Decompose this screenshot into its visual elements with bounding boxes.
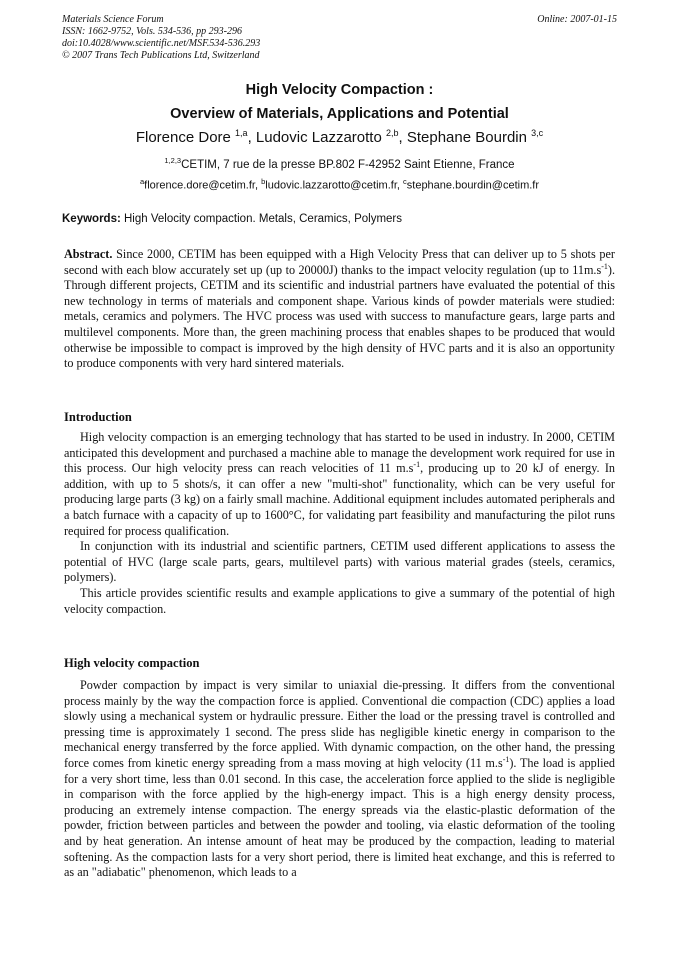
section-heading-high-velocity-compaction: High velocity compaction bbox=[64, 656, 200, 670]
abstract-text: ). Through different projects, CETIM and its scientific and industrial partners have evaluated the potential of this new technology in terms of materials and component shape. Various kinds of powder materials were studied: metals, ceramics and polymers. The HVC process was used with success to manufacture gears, large parts and multilevel components. More than, the green machining process that enables shapes to be produced that would otherwise be impossible to compact is improved by the high density of HVC parts and it is also an opportunity to produce components with very hard sintered materials. bbox=[64, 262, 615, 371]
author-affiliation-mark: 1,a bbox=[235, 128, 248, 138]
email-address: stephane.bourdin@cetim.fr bbox=[406, 179, 540, 192]
abstract-paragraph bbox=[64, 247, 615, 372]
introduction-body bbox=[64, 430, 615, 617]
paragraph-text: ). The load is applied for a very short time, less than 0.01 second. In this case, the acceleration force applied to the slide is negligible in comparison with the force applied by the high-energy impact. This is a high energy density process, producing an extremely intense compaction. The energy spreads via the elastic-plastic deformation of the powder, friction between particles and between the powder and tooling, via elastic deformation of the tooling and by heat generation. An intense amount of heat may be produced by the compaction, leading to material softening. As the compaction lasts for a very short period, there is limited heat exchange, and this is referred to as an "adiabatic" phenomenon, which leads to a bbox=[64, 755, 615, 880]
email-separator: , bbox=[254, 179, 262, 192]
superscript: -1 bbox=[413, 460, 421, 470]
author-affiliation-mark: 2,b bbox=[386, 128, 399, 138]
email-mark: a bbox=[139, 177, 145, 186]
abstract bbox=[64, 247, 615, 372]
paragraph-text: , producing up to 20 kJ of energy. In addition, with up to 5 shots/s, it can offer a new "multi-shot" functionality, which can be very useful for producing large parts (3 kg) on a fairly small machine. Additional equipment includes automated peripherals and a batch furnace with a capacity of up to 1600°C, for validating part feasibility and manufacturing the pilot runs required for process qualification. bbox=[64, 461, 615, 538]
author-separator: , bbox=[398, 129, 407, 146]
paragraph-text: Powder compaction by impact is very similar to uniaxial die-pressing. It differs from the conventional process mainly by the way the compaction force is applied. Conventional die compaction (CDC) applies a load slowly using a mechanical system or hydraulic pressure. Either the load or the pressing travel is controlled and pressing time is approximately 1 second. The press slide has negligible kinetic energy in comparison to the mechanical energy transferred by the force applied. With dynamic compaction, on the other hand, the pressing force comes from kinetic energy spreading from a mass moving at high velocity (11 m.s bbox=[64, 678, 615, 770]
author-affiliation-mark: 3,c bbox=[531, 128, 544, 138]
author-name: Florence Dore bbox=[135, 129, 231, 146]
doi-line: doi:10.4028/www.scientific.net/MSF.534-536.293 bbox=[62, 38, 261, 49]
paper-title-line-2: Overview of Materials, Applications and Potential bbox=[170, 106, 509, 122]
superscript: -1 bbox=[601, 261, 608, 271]
abstract-text: Since 2000, CETIM has been equipped with a High Velocity Press that can deliver up to 5 shots per second with each blow accurately set up (up to 20000J) thanks to the impact velocity regulation (up to 11m.s bbox=[64, 247, 615, 277]
online-date: Online: 2007-01-15 bbox=[537, 14, 617, 25]
keywords bbox=[62, 213, 617, 225]
copyright-line: © 2007 Trans Tech Publications Ltd, Switzerland bbox=[62, 50, 260, 61]
email-list bbox=[62, 177, 617, 192]
author-list bbox=[62, 128, 617, 146]
section-heading-introduction: Introduction bbox=[64, 410, 132, 424]
hvc-body bbox=[64, 678, 615, 881]
affiliation-text: CETIM, 7 rue de la presse BP.802 F-42952 Saint Etienne, France bbox=[181, 158, 515, 171]
affiliation bbox=[62, 156, 617, 171]
paragraph: This article provides scientific results and example applications to give a summary of the potential of high velocity compaction. bbox=[64, 585, 615, 616]
paper-title-line-1: High Velocity Compaction : bbox=[245, 82, 434, 98]
affiliation-mark: 1,2,3 bbox=[164, 156, 182, 165]
author-name: Ludovic Lazzarotto bbox=[255, 129, 382, 146]
paragraph: In conjunction with its industrial and scientific partners, CETIM used different applications to assess the potential of HVC (large scale parts, gears, multilevel parts) with various material grades (steels, ceramics, polymers). bbox=[64, 539, 615, 585]
journal-name: Materials Science Forum bbox=[62, 14, 164, 25]
abstract-label: Abstract. bbox=[64, 247, 113, 261]
email-mark: b bbox=[261, 177, 266, 186]
superscript: -1 bbox=[502, 754, 510, 764]
email-separator: , bbox=[396, 179, 404, 192]
email-address: ludovic.lazzarotto@cetim.fr bbox=[265, 179, 397, 192]
author-name: Stephane Bourdin bbox=[406, 129, 527, 146]
keywords-text: High Velocity compaction. Metals, Ceramics, Polymers bbox=[120, 213, 403, 225]
keywords-label: Keywords: bbox=[62, 213, 121, 225]
journal-header bbox=[62, 14, 617, 62]
issn-line: ISSN: 1662-9752, Vols. 534-536, pp 293-296 bbox=[62, 26, 242, 37]
paragraph bbox=[64, 678, 615, 881]
email-address: florence.dore@cetim.fr bbox=[144, 179, 255, 192]
email-mark: c bbox=[403, 177, 407, 186]
paragraph-text: High velocity compaction is an emerging technology that has started to be used in industry. In 2000, CETIM anticipated this development and purchased a machine able to manage the development work required for use in this process. Our high velocity press can reach velocities of 11 m.s bbox=[64, 430, 615, 476]
paragraph bbox=[64, 430, 615, 539]
author-separator: , bbox=[247, 129, 256, 146]
